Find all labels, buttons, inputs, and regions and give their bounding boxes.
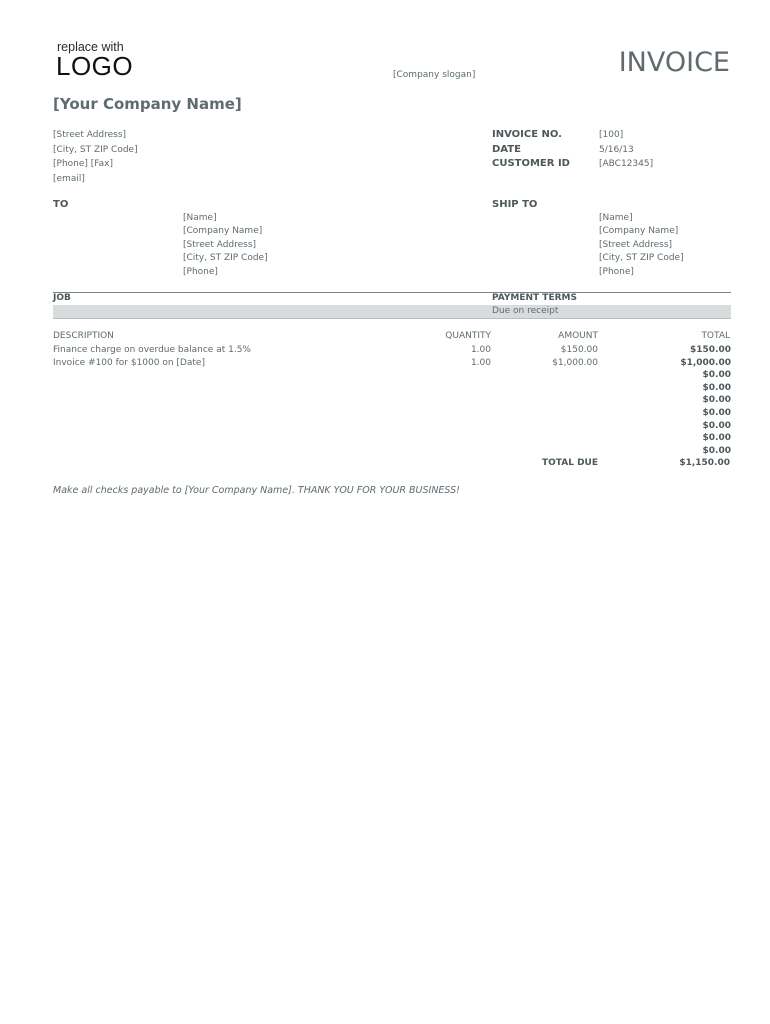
description-header: DESCRIPTION	[53, 331, 114, 341]
table-row	[53, 344, 731, 357]
ship-to-address	[599, 212, 684, 279]
company-phone-fax: [Phone] [Fax]	[53, 159, 113, 169]
customer-id-value: [ABC12345]	[599, 159, 654, 169]
ship-to-city: [City, ST ZIP Code]	[599, 253, 684, 264]
to-phone: [Phone]	[183, 266, 218, 277]
logo-caption: replace with	[57, 40, 124, 54]
company-email: [email]	[53, 173, 85, 184]
table-row	[53, 394, 731, 407]
table-row	[53, 407, 731, 420]
ship-to-phone: [Phone]	[599, 266, 634, 277]
company-street: [Street Address]	[53, 130, 127, 140]
quantity-header: QUANTITY	[445, 331, 491, 341]
invoice-title: INVOICE	[618, 47, 730, 78]
row-total: $1,000.00	[680, 357, 731, 368]
payment-terms-value: Due on receipt	[492, 306, 559, 316]
company-name: [Your Company Name]	[53, 95, 242, 113]
row-quantity: 1.00	[470, 345, 491, 355]
table-row	[53, 445, 731, 458]
to-label: TO	[53, 199, 69, 210]
ship-to-street: [Street Address]	[599, 239, 673, 250]
to-company: [Company Name]	[183, 226, 263, 237]
job-band	[53, 305, 731, 319]
row-total: $0.00	[702, 382, 731, 393]
to-street: [Street Address]	[183, 239, 257, 250]
table-row	[53, 357, 731, 370]
to-address	[183, 212, 268, 279]
row-description: Invoice #100 for $1000 on [Date]	[53, 357, 205, 368]
to-name: [Name]	[183, 213, 217, 223]
table-row	[53, 420, 731, 433]
row-description: Finance charge on overdue balance at 1.5%	[53, 345, 251, 355]
row-total: $0.00	[702, 445, 731, 456]
company-city: [City, ST ZIP Code]	[53, 144, 138, 155]
table-row	[53, 432, 731, 445]
date-value: 5/16/13	[599, 144, 634, 155]
invoice-no-value: [100]	[599, 130, 624, 140]
amount-header: AMOUNT	[558, 331, 598, 341]
logo: LOGO	[56, 51, 134, 81]
payment-terms-label: PAYMENT TERMS	[492, 293, 577, 303]
row-total: $0.00	[702, 420, 731, 431]
total-due-value: $1,150.00	[679, 458, 730, 468]
table-row	[53, 382, 731, 395]
line-items	[53, 344, 731, 457]
table-row	[53, 369, 731, 382]
row-quantity: 1.00	[470, 357, 491, 368]
ship-to-name: [Name]	[599, 213, 633, 223]
row-total: $0.00	[702, 395, 731, 406]
ship-to-label: SHIP TO	[492, 199, 538, 210]
date-label: DATE	[492, 143, 521, 155]
total-header: TOTAL	[701, 331, 730, 341]
row-total: $0.00	[702, 433, 731, 444]
row-total: $0.00	[702, 407, 731, 418]
job-label: JOB	[53, 293, 71, 303]
invoice-meta-values	[599, 128, 653, 172]
invoice-no-label: INVOICE NO.	[492, 129, 562, 140]
customer-id-label: CUSTOMER ID	[492, 158, 570, 169]
row-amount: $150.00	[560, 345, 598, 355]
row-total: $150.00	[690, 345, 731, 355]
invoice-meta-labels	[492, 128, 570, 172]
total-due-label: TOTAL DUE	[542, 458, 598, 468]
row-amount: $1,000.00	[552, 357, 598, 368]
row-total: $0.00	[702, 370, 731, 381]
company-address	[53, 128, 138, 186]
to-city: [City, ST ZIP Code]	[183, 253, 268, 264]
ship-to-company: [Company Name]	[599, 226, 679, 237]
payment-note: Make all checks payable to [Your Company Name]. THANK YOU FOR YOUR BUSINESS!	[53, 485, 460, 496]
company-slogan: [Company slogan]	[393, 70, 476, 80]
divider	[53, 292, 731, 293]
